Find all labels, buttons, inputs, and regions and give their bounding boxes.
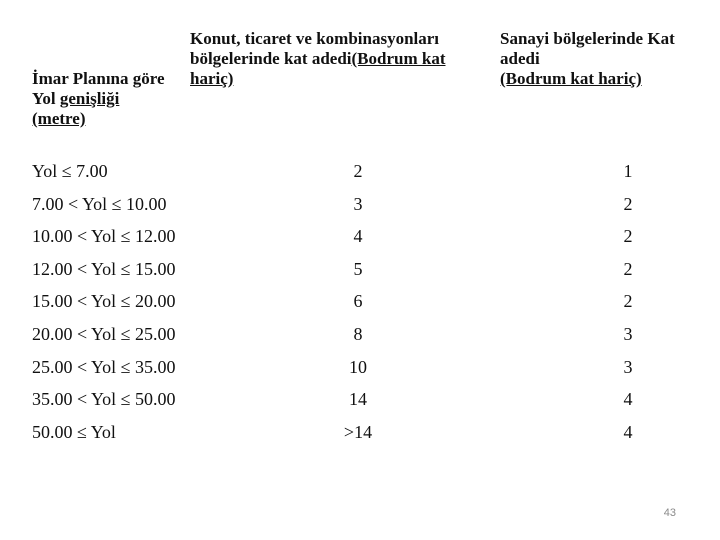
industrial-floors-cell: 1: [623, 161, 633, 181]
industrial-floors-cell: 4: [623, 422, 633, 442]
road-width-cell: 35.00 < Yol ≤ 50.00: [32, 389, 176, 409]
header-residential-line3: hariç): [190, 69, 234, 88]
table-row: [0, 357, 720, 381]
residential-floors-cell: 14: [349, 389, 367, 409]
industrial-floors-cell: 2: [623, 291, 633, 311]
table-row: [0, 291, 720, 315]
header-industrial-line3: (Bodrum kat hariç): [500, 69, 642, 88]
table-row: [0, 194, 720, 218]
header-road-width-line2b: genişliği: [59, 89, 120, 108]
table-row: [0, 161, 720, 185]
table-row: [0, 226, 720, 250]
header-road-width-line2a: Yol: [32, 89, 60, 108]
page-number: 43: [663, 507, 676, 519]
residential-floors-cell: 3: [353, 194, 363, 214]
table-row: [0, 389, 720, 413]
residential-floors-cell: >14: [343, 422, 373, 442]
header-industrial-line1: Sanayi bölgelerinde Kat: [500, 29, 675, 48]
header-residential-line2b: (Bodrum kat: [351, 49, 446, 68]
industrial-floors-cell: 3: [623, 324, 633, 344]
header-residential-line2a: bölgelerinde kat adedi: [190, 49, 352, 68]
header-residential-floors: [190, 29, 446, 89]
residential-floors-cell: 6: [353, 291, 363, 311]
header-road-width: [32, 69, 165, 129]
header-residential-line1: Konut, ticaret ve kombinasyonları: [190, 29, 440, 48]
industrial-floors-cell: 2: [623, 259, 633, 279]
header-industrial-line2: adedi: [500, 49, 540, 68]
residential-floors-cell: 10: [349, 357, 367, 377]
industrial-floors-cell: 2: [623, 226, 633, 246]
header-industrial-floors: [500, 29, 675, 89]
residential-floors-cell: 4: [353, 226, 363, 246]
residential-floors-cell: 2: [353, 161, 363, 181]
table-row: [0, 422, 720, 446]
road-width-cell: 15.00 < Yol ≤ 20.00: [32, 291, 176, 311]
road-width-cell: 10.00 < Yol ≤ 12.00: [32, 226, 176, 246]
residential-floors-cell: 5: [353, 259, 363, 279]
header-road-width-line1: İmar Planına göre: [32, 69, 165, 88]
table-row: [0, 259, 720, 283]
industrial-floors-cell: 3: [623, 357, 633, 377]
industrial-floors-cell: 4: [623, 389, 633, 409]
table-row: [0, 324, 720, 348]
road-width-cell: 7.00 < Yol ≤ 10.00: [32, 194, 167, 214]
road-width-cell: 25.00 < Yol ≤ 35.00: [32, 357, 176, 377]
road-width-cell: 12.00 < Yol ≤ 15.00: [32, 259, 176, 279]
road-width-cell: 50.00 ≤ Yol: [32, 422, 116, 442]
road-width-cell: Yol ≤ 7.00: [32, 161, 108, 181]
industrial-floors-cell: 2: [623, 194, 633, 214]
residential-floors-cell: 8: [353, 324, 363, 344]
road-width-cell: 20.00 < Yol ≤ 25.00: [32, 324, 176, 344]
header-road-width-line3: (metre): [32, 109, 86, 128]
